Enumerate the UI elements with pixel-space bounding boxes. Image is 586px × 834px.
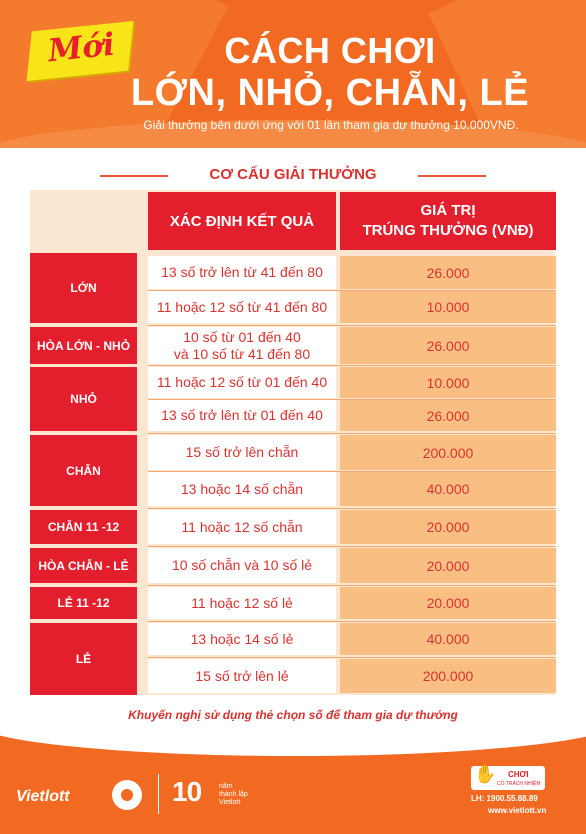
footer-divider <box>158 774 159 814</box>
column-header-prize <box>340 192 556 250</box>
row-prize-value: 26.000 <box>340 400 556 431</box>
group-label: NHỎ <box>30 367 137 431</box>
row-description: 13 hoặc 14 số lẻ <box>148 623 336 655</box>
row-description: 11 hoặc 12 số từ 01 đến 40 <box>148 367 336 398</box>
row-description: 10 số chẵn và 10 số lẻ <box>148 548 336 583</box>
column-header-prize-line1: GIÁ TRỊ <box>420 202 476 219</box>
group-label: HÒA LỚN - NHỎ <box>30 327 137 364</box>
row-description: 15 số trở lên lẻ <box>148 659 336 693</box>
new-badge <box>30 26 134 76</box>
page-subtitle: Giải thưởng bên dưới ứng với 01 lần tham gia dự thưởng 10.000VNĐ. <box>143 118 519 132</box>
hotline-text: LH: 1900.55.88.89 <box>471 794 538 803</box>
row-prize-value: 20.000 <box>340 587 556 619</box>
anniversary-text <box>219 783 248 807</box>
vietlott-ball-icon <box>112 780 142 810</box>
thumbs-up-icon: ✋ <box>474 764 497 784</box>
column-header-result: XÁC ĐỊNH KẾT QUẢ <box>148 192 336 250</box>
row-description: 15 số trở lên chẵn <box>148 435 336 470</box>
anniversary-number: 10 <box>172 776 202 807</box>
row-prize-value: 10.000 <box>340 291 556 323</box>
row-prize-value: 10.000 <box>340 367 556 398</box>
page-title-line2: LỚN, NHỎ, CHẴN, LẺ <box>130 72 530 114</box>
footer-banner <box>0 726 586 834</box>
section-title: CƠ CẤU GIẢI THƯỞNG <box>209 166 377 183</box>
section-rule-left <box>100 175 168 177</box>
anniversary-line2: thành lập <box>219 791 248 798</box>
group-label: CHẴN <box>30 435 137 506</box>
group-label: CHẴN 11 -12 <box>30 510 137 544</box>
group-label: LỚN <box>30 253 137 323</box>
new-badge-text: Mới <box>46 26 117 70</box>
row-description: 13 số trở lên từ 01 đến 40 <box>148 400 336 431</box>
page-title-line1: CÁCH CHƠI <box>224 30 436 71</box>
row-prize-value: 40.000 <box>340 623 556 655</box>
row-prize-value: 200.000 <box>340 659 556 693</box>
anniversary-line1: năm <box>219 783 233 790</box>
website-link[interactable]: www.vietlott.vn <box>488 806 547 815</box>
row-prize-value: 26.000 <box>340 327 556 364</box>
section-header <box>0 166 586 186</box>
brand-logo-text: Vietlott <box>16 788 70 805</box>
section-rule-right <box>418 175 486 177</box>
row-description: 11 hoặc 12 số chẵn <box>148 510 336 544</box>
row-description: 13 hoặc 14 số chẵn <box>148 472 336 506</box>
responsible-gaming-title: CHƠI <box>508 770 529 779</box>
row-prize-value: 40.000 <box>340 472 556 506</box>
row-prize-value: 26.000 <box>340 256 556 289</box>
row-prize-value: 20.000 <box>340 510 556 544</box>
row-description-line2: và 10 số từ 41 đến 80 <box>173 345 311 362</box>
responsible-gaming-subtitle: CÓ TRÁCH NHIỆM <box>497 781 541 787</box>
row-description: 11 hoặc 12 số từ 41 đến 80 <box>148 291 336 323</box>
row-description: 13 số trở lên từ 41 đến 80 <box>148 256 336 289</box>
row-prize-value: 20.000 <box>340 548 556 583</box>
header-banner <box>0 0 586 148</box>
group-label: LẺ 11 -12 <box>30 587 137 619</box>
group-label: HÒA CHẴN - LẺ <box>30 548 137 583</box>
recommendation-note: Khuyến nghị sử dụng thẻ chọn số để tham gia dự thưởng <box>128 708 458 722</box>
row-description <box>148 327 336 364</box>
anniversary-line3: Vietlott <box>219 799 241 806</box>
row-description: 11 hoặc 12 số lẻ <box>148 587 336 619</box>
row-prize-value: 200.000 <box>340 435 556 470</box>
group-label: LẺ <box>30 623 137 695</box>
row-description-line1: 10 số từ 01 đến 40 <box>183 328 301 345</box>
column-header-prize-line2: TRÚNG THƯỞNG (VNĐ) <box>362 222 534 239</box>
